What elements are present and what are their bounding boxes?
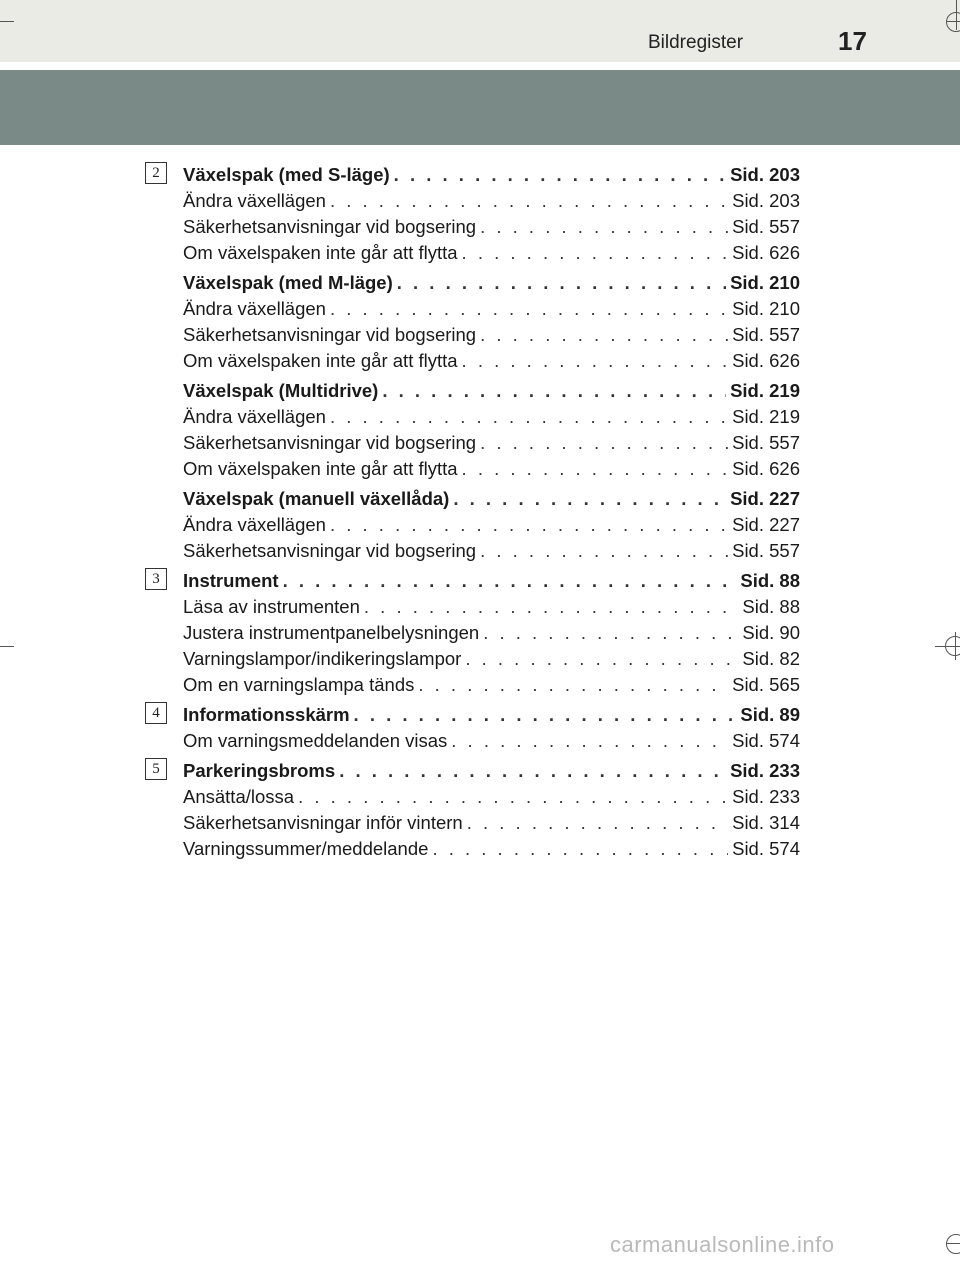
index-section	[0, 160, 960, 562]
dot-leader	[451, 730, 728, 752]
index-group	[0, 566, 960, 696]
index-entry[interactable]	[183, 670, 800, 696]
entry-label: Säkerhetsanvisningar vid bogsering	[183, 216, 477, 237]
index-entry[interactable]	[183, 294, 800, 320]
entry-label: Säkerhetsanvisningar vid bogsering	[183, 540, 477, 561]
dot-leader	[330, 514, 728, 536]
entry-label: Ansätta/lossa	[183, 786, 295, 807]
entry-label: Ändra växellägen	[183, 298, 326, 319]
entry-page: Sid. 626	[732, 242, 800, 263]
index-entry[interactable]	[183, 510, 800, 536]
entry-page: Sid. 574	[732, 730, 800, 751]
crop-mark	[0, 21, 14, 22]
entry-page: Sid. 626	[732, 458, 800, 479]
entry-label: Ändra växellägen	[183, 190, 326, 211]
dot-leader	[382, 380, 726, 402]
dot-leader	[354, 704, 737, 726]
entry-page: Sid. 233	[732, 786, 800, 807]
dot-leader	[432, 838, 728, 860]
entry-page: Sid. 227	[732, 514, 800, 535]
dot-leader	[480, 540, 728, 562]
grey-banner	[0, 70, 960, 145]
entry-label: Om växelspaken inte går att flytta	[183, 242, 458, 263]
entry-page: Sid. 557	[732, 432, 800, 453]
entry-label: Om växelspaken inte går att flytta	[183, 458, 458, 479]
dot-leader	[330, 406, 728, 428]
index-group	[0, 756, 960, 860]
dot-leader	[418, 674, 728, 696]
index-entry[interactable]	[183, 726, 800, 752]
index-heading[interactable]	[183, 376, 800, 402]
index-heading[interactable]	[183, 756, 800, 782]
entry-label: Växelspak (Multidrive)	[183, 380, 379, 401]
index-entry[interactable]	[183, 212, 800, 238]
dot-leader	[330, 298, 728, 320]
index-entry[interactable]	[183, 834, 800, 860]
dot-leader	[465, 648, 738, 670]
entry-label: Växelspak (med M-läge)	[183, 272, 393, 293]
entry-page: Sid. 574	[732, 838, 800, 859]
entry-label: Informationsskärm	[183, 704, 350, 725]
entry-page: Sid. 210	[732, 298, 800, 319]
watermark: carmanualsonline.info	[610, 1232, 835, 1257]
entry-page: Sid. 203	[730, 164, 800, 185]
dot-leader	[394, 164, 726, 186]
index-entry[interactable]	[183, 320, 800, 346]
entry-label: Justera instrumentpanelbelysningen	[183, 622, 480, 643]
index-entry[interactable]	[183, 808, 800, 834]
entry-page: Sid. 89	[740, 704, 800, 725]
dot-leader	[480, 216, 728, 238]
section-marker: 2	[145, 162, 167, 184]
index-group	[0, 268, 960, 372]
section-marker: 3	[145, 568, 167, 590]
entry-page: Sid. 557	[732, 216, 800, 237]
dot-leader	[462, 350, 729, 372]
index-heading[interactable]	[183, 700, 800, 726]
entry-page: Sid. 203	[732, 190, 800, 211]
dot-leader	[480, 432, 728, 454]
dot-leader	[339, 760, 726, 782]
entry-label: Om en varningslampa tänds	[183, 674, 415, 695]
index-section	[0, 566, 960, 696]
index-heading[interactable]	[183, 566, 800, 592]
entry-label: Växelspak (manuell växellåda)	[183, 488, 450, 509]
index-section	[0, 700, 960, 752]
index-group	[0, 700, 960, 752]
index-entry[interactable]	[183, 618, 800, 644]
entry-label: Växelspak (med S-läge)	[183, 164, 390, 185]
entry-page: Sid. 90	[742, 622, 800, 643]
dot-leader	[480, 324, 728, 346]
entry-page: Sid. 314	[732, 812, 800, 833]
index-heading[interactable]	[183, 160, 800, 186]
index-group	[0, 376, 960, 480]
entry-label: Ändra växellägen	[183, 514, 326, 535]
dot-leader	[467, 812, 728, 834]
entry-label: Om varningsmeddelanden visas	[183, 730, 448, 751]
entry-label: Parkeringsbroms	[183, 760, 336, 781]
entry-page: Sid. 565	[732, 674, 800, 695]
index-entry[interactable]	[183, 592, 800, 618]
dot-leader	[397, 272, 726, 294]
entry-page: Sid. 557	[732, 324, 800, 345]
entry-label: Om växelspaken inte går att flytta	[183, 350, 458, 371]
entry-label: Läsa av instrumenten	[183, 596, 360, 617]
entry-page: Sid. 219	[730, 380, 800, 401]
entry-label: Ändra växellägen	[183, 406, 326, 427]
entry-page: Sid. 227	[730, 488, 800, 509]
index-entry[interactable]	[183, 782, 800, 808]
entry-label: Varningssummer/meddelande	[183, 838, 429, 859]
dot-leader	[462, 242, 729, 264]
section-marker: 5	[145, 758, 167, 780]
dot-leader	[283, 570, 737, 592]
index-heading[interactable]	[183, 484, 800, 510]
index-heading[interactable]	[183, 268, 800, 294]
entry-label: Instrument	[183, 570, 279, 591]
entry-page: Sid. 88	[740, 570, 800, 591]
entry-page: Sid. 626	[732, 350, 800, 371]
index-entry[interactable]	[183, 238, 800, 264]
index-entry[interactable]	[183, 402, 800, 428]
page-title: Bildregister	[648, 32, 744, 53]
section-marker: 4	[145, 702, 167, 724]
index-entry[interactable]	[183, 536, 800, 562]
entry-page: Sid. 210	[730, 272, 800, 293]
crop-circle	[946, 12, 960, 32]
crop-circle	[946, 1234, 960, 1254]
index-group	[0, 160, 960, 264]
dot-leader	[298, 786, 728, 808]
entry-page: Sid. 88	[742, 596, 800, 617]
index-section	[0, 756, 960, 860]
index-entry[interactable]	[183, 454, 800, 480]
index-entry[interactable]	[183, 644, 800, 670]
entry-label: Säkerhetsanvisningar inför vintern	[183, 812, 463, 833]
header-band	[0, 0, 960, 62]
index-entry[interactable]	[183, 428, 800, 454]
page-number: 17	[838, 26, 867, 56]
entry-label: Varningslampor/indikeringslampor	[183, 648, 462, 669]
entry-page: Sid. 233	[730, 760, 800, 781]
entry-page: Sid. 219	[732, 406, 800, 427]
index-entry[interactable]	[183, 186, 800, 212]
entry-page: Sid. 557	[732, 540, 800, 561]
dot-leader	[364, 596, 739, 618]
index-content	[0, 160, 960, 864]
dot-leader	[483, 622, 738, 644]
dot-leader	[453, 488, 726, 510]
index-group	[0, 484, 960, 562]
dot-leader	[330, 190, 728, 212]
entry-label: Säkerhetsanvisningar vid bogsering	[183, 432, 477, 453]
entry-page: Sid. 82	[742, 648, 800, 669]
index-entry[interactable]	[183, 346, 800, 372]
dot-leader	[462, 458, 729, 480]
entry-label: Säkerhetsanvisningar vid bogsering	[183, 324, 477, 345]
